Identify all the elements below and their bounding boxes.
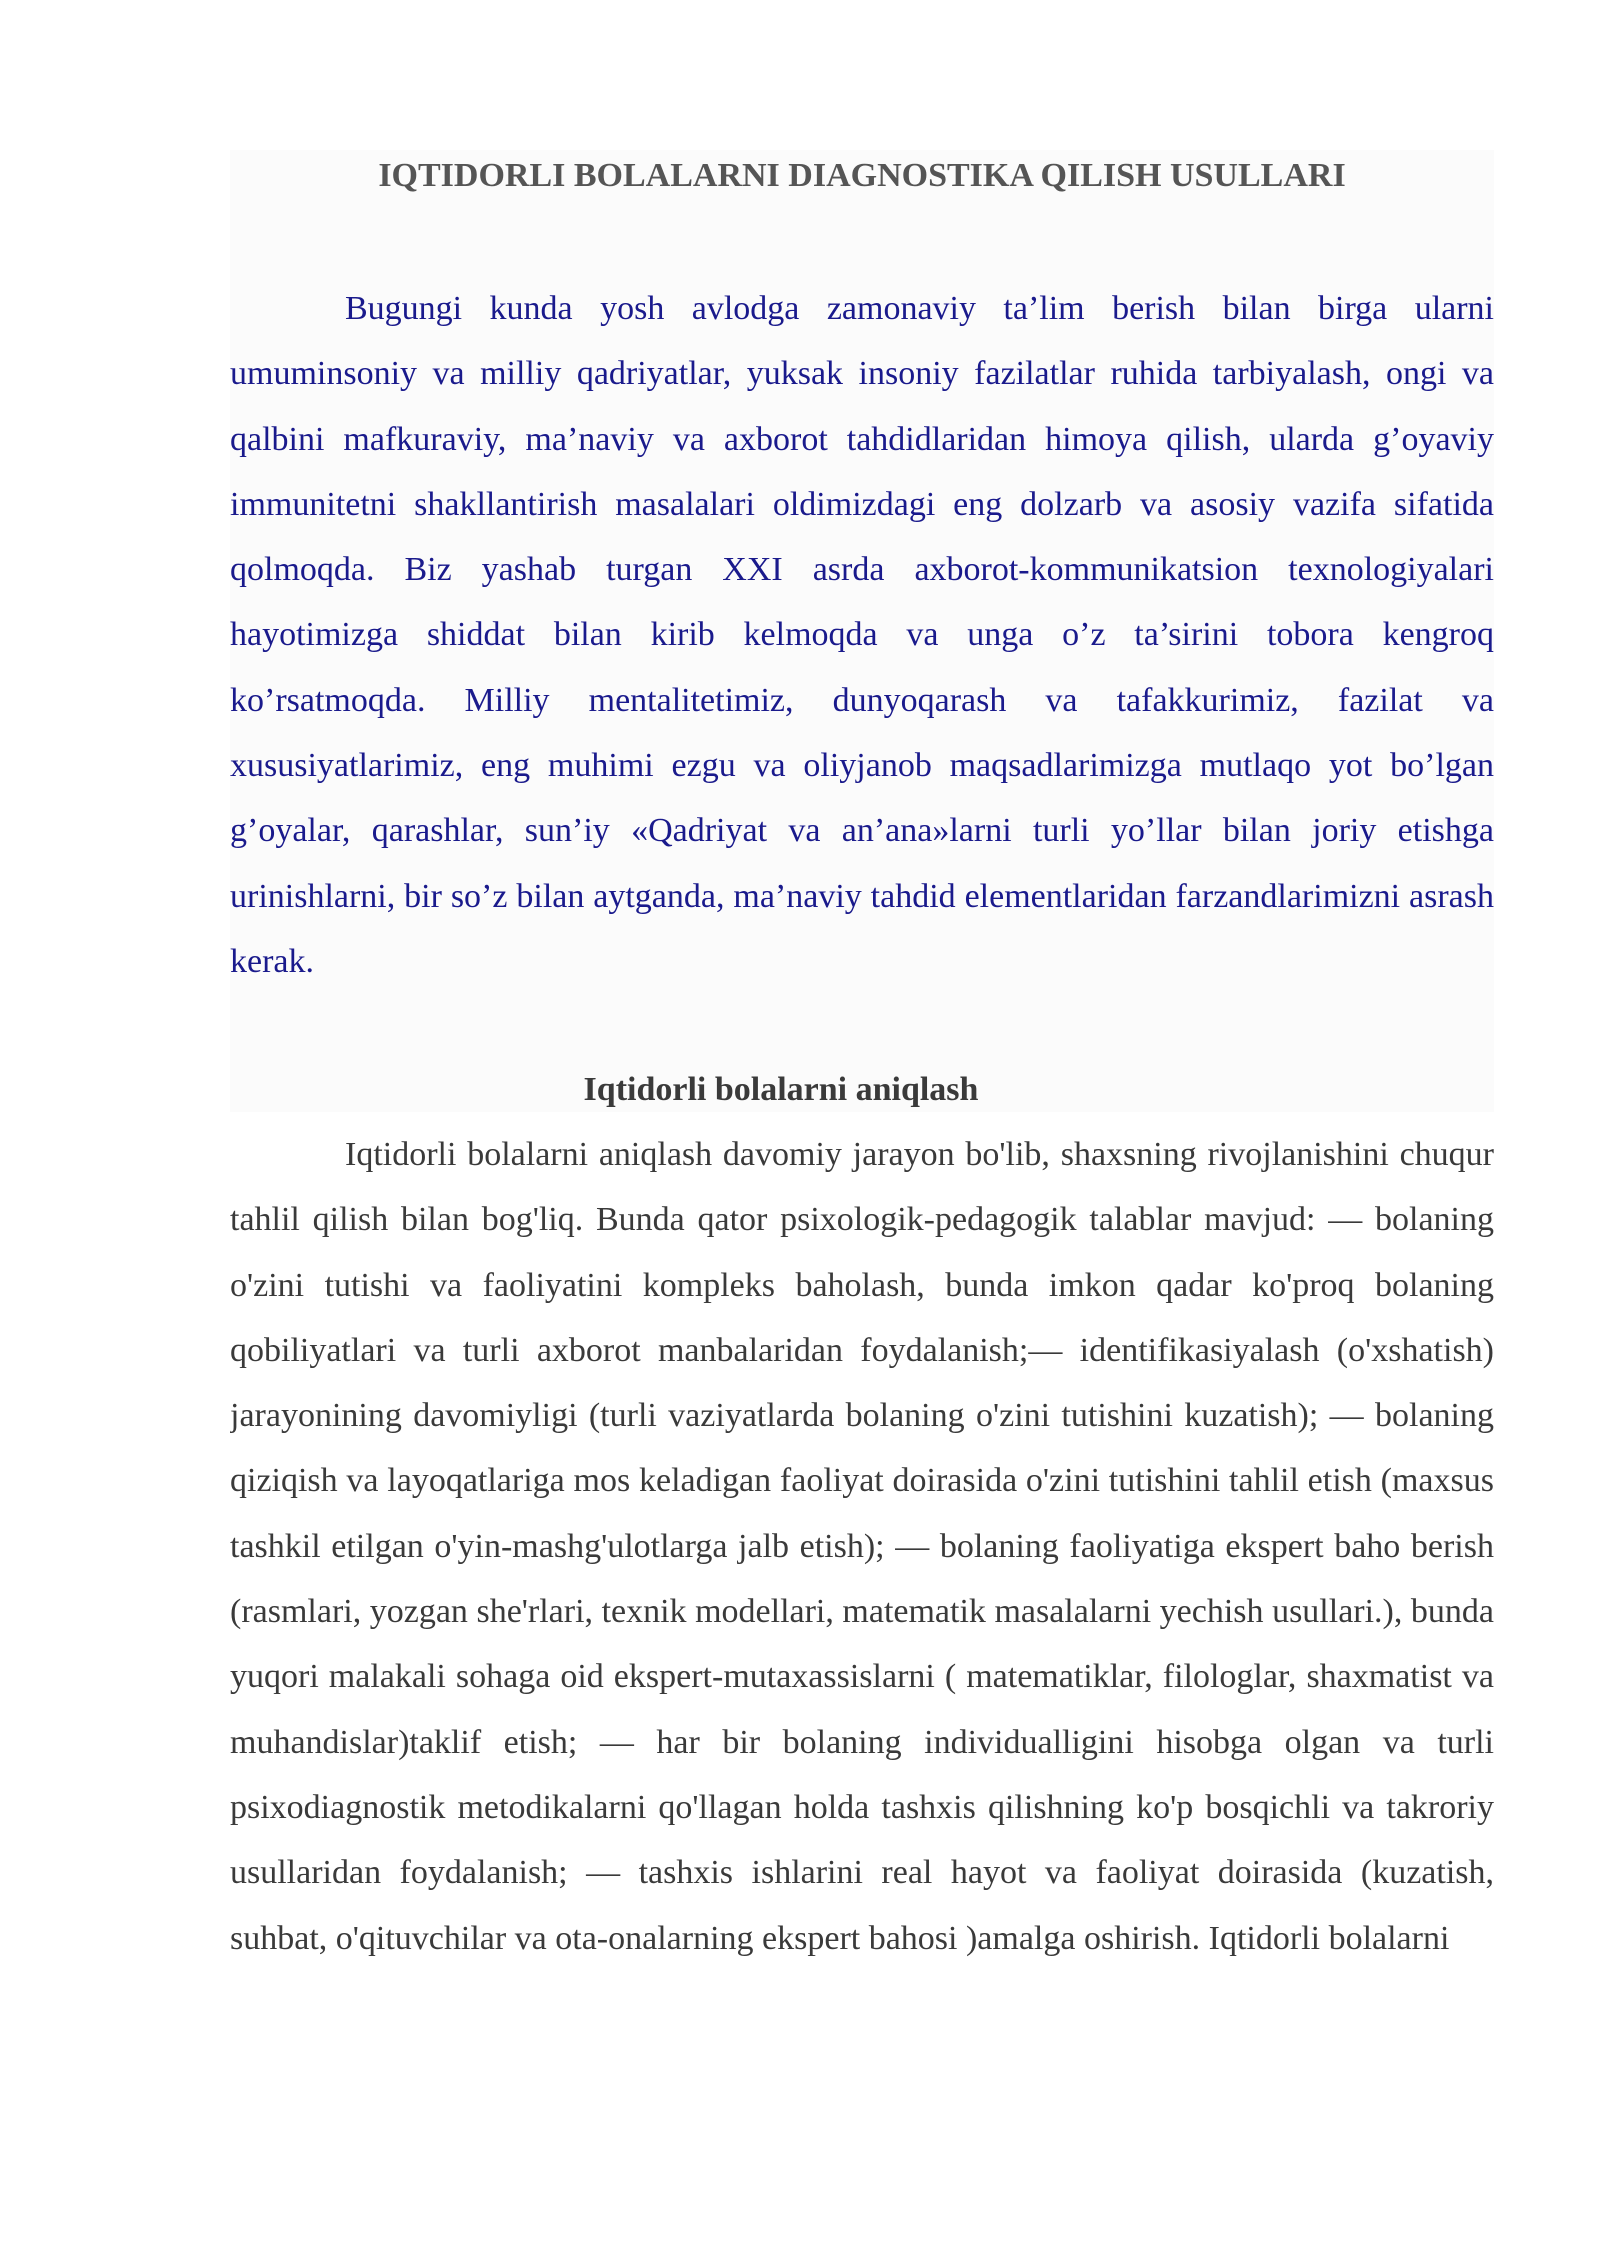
document-title: IQTIDORLI BOLALARNI DIAGNOSTIKA QILISH USULLARI — [378, 157, 1346, 194]
section-paragraph: Iqtidorli bolalarni aniqlash davomiy jarayon bo'lib, shaxsning rivojlanishini chuqur tahlil qilish bilan bog'liq. Bunda qator psixologik-pedagogik talablar mavjud: — bolaning o'zini tutishi va faoliyatini kompleks baholash, bunda imkon qadar ko'proq bolaning qobiliyatlari va turli axborot manbalaridan foydalanish;— identifikasiyalash (o'xshatish) jarayonining davomiyligi (turli vaziyatlarda bolaning o'zini tutishini kuzatish); — bolaning qiziqish va layoqatlariga mos keladigan faoliyat doirasida o'zini tutishini tahlil etish (maxsus tashkil etilgan o'yin-mashg'ulotlarga jalb etish); — bolaning faoliyatiga ekspert baho berish (rasmlari, yozgan she'rlari, texnik modellari, matematik masalalarni yechish usullari.), bunda yuqori malakali sohaga oid ekspert-mutaxassislarni ( matematiklar, filologlar, shaxmatist va muhandislar)taklif etish; — har bir bolaning individualligini hisobga olgan va turli psixodiagnostik metodikalarni qo'llagan holda tashxis qilishning ko'p bosqichli va takroriy usullaridan foydalanish; — tashxis ishlarini real hayot va faoliyat doirasida (kuzatish, suhbat, o'qituvchilar va ota-onalarning ekspert bahosi )amalga oshirish. Iqtidorli bolalarni — [230, 1136, 1494, 1957]
section-heading: Iqtidorli bolalarni aniqlash — [583, 1071, 979, 1108]
intro-paragraph: Bugungi kunda yosh avlodga zamonaviy ta’lim berish bilan birga ularni umuminsoniy va milliy qadriyatlar, yuksak insoniy fazilatlar ruhida tarbiyalash, ongi va qalbini mafkuraviy, ma’naviy va axborot tahdidlaridan himoya qilish, ularda g’oyaviy immunitetni shakllantirish masalalari oldimizdagi eng dolzarb va asosiy vazifa sifatida qolmoqda. Biz yashab turgan XXI asrda axborot-kommunikatsion texnologiyalari hayotimizga shiddat bilan kirib kelmoqda va unga o’z ta’sirini tobora kengroq ko’rsatmoqda. Milliy mentalitetimiz, dunyoqarash va tafakkurimiz, fazilat va xususiyatlarimiz, eng muhimi ezgu va oliyjanob maqsadlarimizga mutlaqo yot bo’lgan g’oyalar, qarashlar, sun’iy «Qadriyat va an’ana»larni turli yo’llar bilan joriy etishga urinishlarni, bir so’z bilan aytganda, ma’naviy tahdid elementlaridan farzandlarimizni asrash kerak. — [230, 290, 1494, 980]
